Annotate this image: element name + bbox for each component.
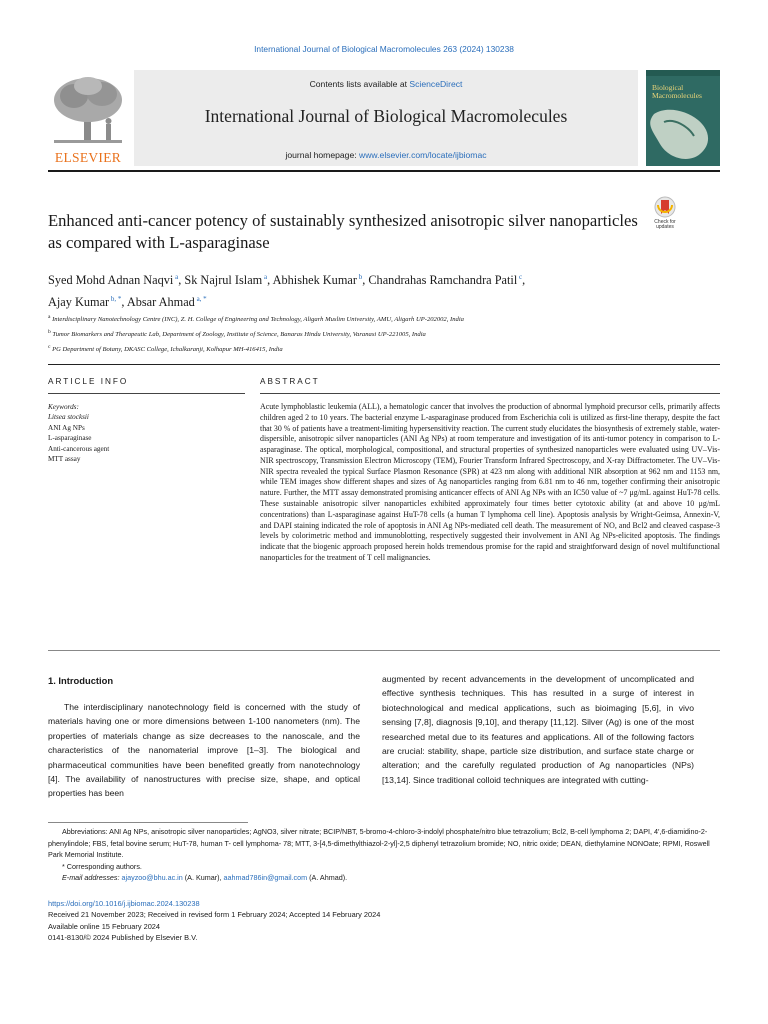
copyright-line: 0141-8130/© 2024 Published by Elsevier B.V. (48, 932, 198, 942)
publication-info (48, 898, 720, 943)
keyword: MTT assay (48, 455, 81, 464)
svg-text:Check for: Check for (654, 219, 676, 225)
homepage-line (134, 150, 638, 160)
doi-link[interactable]: https://doi.org/10.1016/j.ijbiomac.2024.130238 (48, 899, 200, 908)
abstract-text: Acute lymphoblastic leukemia (ALL), a hematologic cancer that involves the production of abnormal lymphoid precursor cells, primarily affects children aged 2 to 10 years. The bacterial enzyme L-asparaginase produced from Escherichia coli is utilized as first-line therapy, despite the fact that 30 % of patients have a treatment-limiting hypersensitivity reaction. The current study elucidates the biosynthesis of extremely stable, water-dispersible, anisotropic silver nanoparticles (ANI Ag NPs) at room temperature and investigation of its anti-tumor potency in comparison to L-asparaginase. The optical, morphological, compositional, and structural properties of synthesized nanoparticles were evaluated using UV–Vis-NIR spectroscopy, Transmission Electron Microscopy (TEM), Fourier Transform Infrared Spectroscopy, and X-ray Diffractometer. The UV–Vis-NIR spectra revealed the typical Surface Plasmon Resonance (SPR) at 423 nm along with additional NIR absorption at 962 nm and 1153 nm, while TEM images show different shapes and sizes of Ag nanoparticles ranging from 6.81 nm to 46 nm, together confirming their anisotropic nature. Further, the MTT assay demonstrated promising anticancer effects of ANI Ag NPs with an IC50 value of ~7 μg/mL against HuT-78 cells. These sustainable anisotropic silver nanoparticles exhibited approximately four times better cytotoxic ability (at and above 10 μg/mL concentrations) than L-asparaginase against HuT-78 cells (a human T lymphoma cell line). Apoptosis analysis by Wright-Geimsa, Annexin-V, and DAPI staining indicated the role of apoptosis in ANI Ag NPs-mediated cell death. The measurement of NO, and Bcl2 and cleaved caspase-3 levels by colorimetric method and immunoblotting, respectively suggested their involvement in ANI Ag NPs-elicited apoptosis. The findings indicate that the biogenic approach proposed herein holds tremendous promise for the rapid and straightforward design of novel multifunctional nanoparticles for the treatment of T cell malignancies. (260, 402, 720, 562)
journal-homepage-link[interactable]: www.elsevier.com/locate/ijbiomac (359, 150, 487, 160)
author[interactable]: Syed Mohd Adnan Naqvi (48, 273, 174, 288)
author-affil-marker[interactable]: a (264, 273, 268, 281)
footnotes (48, 826, 720, 884)
keyword: Anti-cancerous agent (48, 444, 110, 453)
footnote-rule (48, 822, 248, 823)
check-for-updates-badge[interactable] (652, 196, 678, 230)
author[interactable]: Abhishek Kumar (272, 273, 357, 288)
journal-name: International Journal of Biological Macromolecules (204, 106, 568, 126)
author-affil-marker[interactable]: a, * (196, 295, 207, 304)
email-link-kumar[interactable]: ajayzoo@bhu.ac.in (121, 873, 183, 882)
keyword: ANI Ag NPs (48, 423, 85, 432)
cover-title: Biological Macromolecules (652, 83, 702, 100)
author[interactable]: Ajay Kumar (48, 295, 110, 310)
affiliations (48, 311, 688, 357)
journal-headband (134, 70, 638, 166)
contents-line (134, 79, 638, 89)
keywords-label: Keywords: (48, 403, 79, 411)
abstract-heading: ABSTRACT (260, 377, 320, 386)
author-affil-marker[interactable]: c (519, 273, 523, 281)
online-date: Available online 15 February 2024 (48, 921, 161, 931)
svg-text:updates: updates (656, 224, 674, 230)
email-footnote: E-mail addresses: ajayzoo@bhu.ac.in (A. Kumar), aahmad786in@gmail.com (A. Ahmad). (62, 873, 348, 882)
article-info-rule (48, 393, 245, 394)
header-divider (48, 364, 720, 365)
introduction-right-column: augmented by recent advancements in the development of uncomplicated and effective synthesis techniques. This has resulted in a surge of interest in biotechnological and medical applications, such as bioimaging [5,6], in vivo sensing [7,8], diagnosis [9,10], and therapy [11,12]. Silver (Ag) is one of the most researched metal due to its features and applications. All of the following factors are crucial: stability, shape, particle size distribution, and surface state charge or alteration; and the carefully regulated production of Ag nanoparticles (NPs) [13,14]. Since traditional colloid techniques are integrated with cutting- (382, 674, 694, 785)
article-title: Enhanced anti-cancer potency of sustainably synthesized anisotropic silver nanoparticles as compared with L-asparaginase (48, 211, 638, 252)
author[interactable]: Sk Najrul Islam (184, 273, 263, 288)
affiliation-a: $^a$ Interdisciplinary Nanotechnology Centre (INC), Z. H. College of Engineering and Technology, Aligarh Muslim University, AMU, Aligarh UP-202002, India (48, 314, 464, 324)
affiliation-c: $^c$ PG Department of Botany, DKASC College, Ichalkaranji, Kolhapur MH-416415, India (48, 344, 283, 354)
keyword: L-asparaginase (48, 434, 92, 443)
contents-prefix: Contents lists available at (309, 79, 410, 89)
masthead-rule (48, 170, 720, 172)
abstract-rule (260, 393, 720, 394)
author[interactable]: Chandrahas Ramchandra Patil (368, 273, 518, 288)
introduction-heading: 1. Introduction (48, 675, 114, 686)
article-info-heading: ARTICLE INFO (48, 377, 129, 386)
abstract-bottom-rule (48, 650, 720, 651)
author-affil-marker[interactable]: b (358, 273, 363, 281)
journal-cover[interactable] (646, 70, 720, 166)
received-dates: Received 21 November 2023; Received in revised form 1 February 2024; Accepted 14 February 2024 (48, 910, 381, 920)
abbreviations-footnote: Abbreviations: ANI Ag NPs, anisotropic silver nanoparticles; AgNO3, silver nitrate; BCIP/NBT, 5-bromo-4-chloro-3-indolyl phosphate/nitro blue tetrazolium; Bcl2, B-cell lymphoma 2; DAPI, 4′,6-diamidino-2-phenylindole; FBS, fetal bovine serum; HuT-78, human T- cell lymphoma- 78; MTT, 3-[4,5-dimethylthiazol-2-yl]-2,5 diphenyl tetrazolium bromide; NO, nitric oxide; DEAN, diethylamine NONOate; RPMI, Roswell Park Memorial Institute. (48, 827, 710, 859)
sciencedirect-link[interactable]: ScienceDirect (409, 79, 463, 89)
cover-art-icon (646, 70, 720, 166)
journal-masthead (48, 70, 720, 166)
corresponding-footnote: * Corresponding authors. (62, 861, 142, 871)
introduction-left-column: The interdisciplinary nanotechnology field is concerned with the study of materials having one or more dimensions between 1-100 nanometers (nm). The properties of materials change as size decreases to the nanoscale, and the characteristics of the nanomaterial improve [1–3]. The biological and pharmaceutical communities have been benefited greatly from nanotechnology [4]. The availability of nanostructures with precise size, shape, and optical properties has been (48, 702, 360, 799)
author-affil-marker[interactable]: a (175, 273, 179, 281)
elsevier-wordmark: ELSEVIER (54, 150, 122, 165)
homepage-prefix: journal homepage: (285, 150, 360, 160)
author[interactable]: Absar Ahmad (126, 295, 195, 310)
elsevier-tree-icon (48, 74, 128, 148)
email-link-ahmad[interactable]: aahmad786in@gmail.com (223, 873, 308, 882)
affiliation-b: $^b$ Tumor Biomarkers and Therapeutic Lab, Department of Zoology, Institute of Science, Banaras Hindu University, Varanasi UP-221005, India (48, 329, 426, 339)
elsevier-logo[interactable] (48, 74, 128, 166)
check-for-updates-icon (652, 196, 678, 230)
journal-citation[interactable]: International Journal of Biological Macromolecules 263 (2024) 130238 (254, 44, 514, 54)
keyword: Litsea stocksii (48, 413, 89, 422)
keywords-list (48, 402, 243, 464)
author-affil-marker[interactable]: b, * (110, 295, 122, 304)
author-list: Syed Mohd Adnan Naqvi $^a$, Sk Najrul Islam $^a$, Abhishek Kumar $^b$, Chandrahas Ramchandra Patil $^c$, Ajay Kumar $^{b, *}$, Absar Ahmad $^{a, *}$ (48, 273, 526, 310)
